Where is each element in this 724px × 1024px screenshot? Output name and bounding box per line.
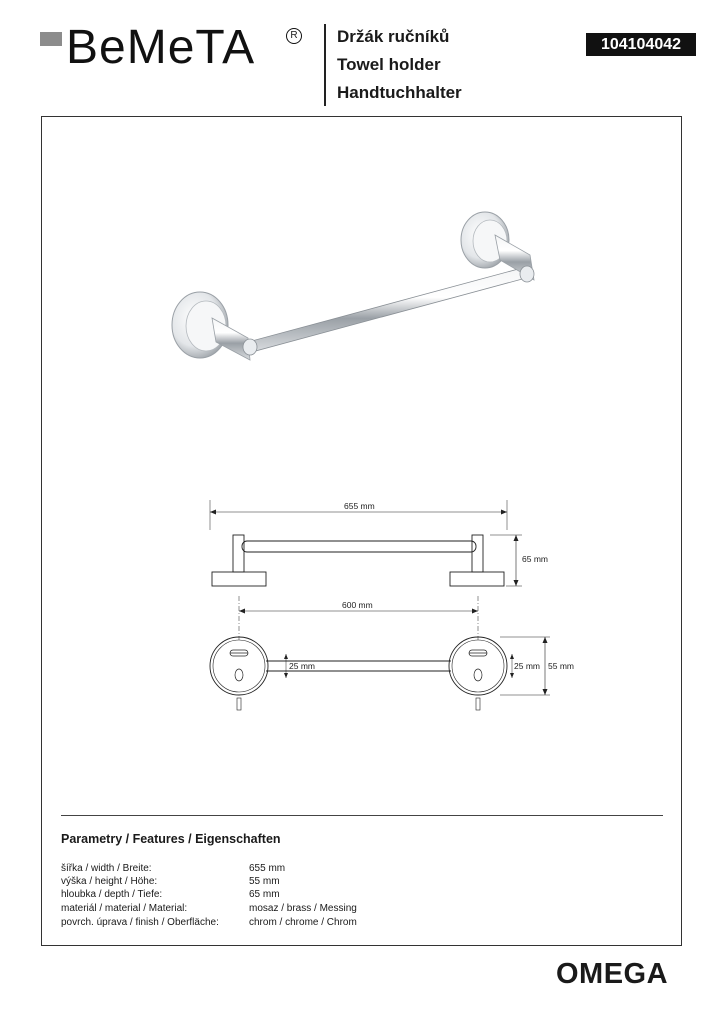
technical-drawing: [200, 490, 580, 720]
title-divider: [324, 24, 326, 106]
spec-value-material: mosaz / brass / Messing: [249, 903, 357, 914]
spec-label-material: materiál / material / Material:: [61, 903, 188, 914]
series-name: OMEGA: [556, 958, 669, 990]
spec-value-height: 55 mm: [249, 876, 280, 887]
spec-value-depth: 65 mm: [249, 889, 280, 900]
dimension-mounting: 600 mm: [342, 600, 373, 610]
title-czech: Držák ručníků: [337, 27, 450, 46]
spec-label-finish: povrch. úprava / finish / Oberfläche:: [61, 917, 219, 928]
brand-logo: BeMeTA: [66, 21, 256, 74]
dimension-bar-left: 25 mm: [289, 661, 315, 671]
dimension-rosette: 55 mm: [548, 661, 574, 671]
dimension-width: 655 mm: [344, 501, 375, 511]
product-code-badge: 104104042: [586, 33, 696, 56]
registered-mark: R: [286, 28, 302, 44]
dimension-bar-right: 25 mm: [514, 661, 540, 671]
dimension-depth: 65 mm: [522, 554, 548, 564]
spec-value-finish: chrom / chrome / Chrom: [249, 917, 357, 928]
product-image: [150, 200, 560, 380]
spec-value-width: 655 mm: [249, 863, 286, 874]
features-divider: [61, 815, 663, 816]
title-english: Towel holder: [337, 55, 441, 74]
brand-logo-square: [40, 32, 62, 46]
spec-label-height: výška / height / Höhe:: [61, 876, 158, 887]
spec-label-depth: hloubka / depth / Tiefe:: [61, 889, 163, 900]
title-german: Handtuchhalter: [337, 83, 462, 102]
features-heading: Parametry / Features / Eigenschaften: [61, 832, 281, 846]
spec-label-width: šířka / width / Breite:: [61, 863, 152, 874]
